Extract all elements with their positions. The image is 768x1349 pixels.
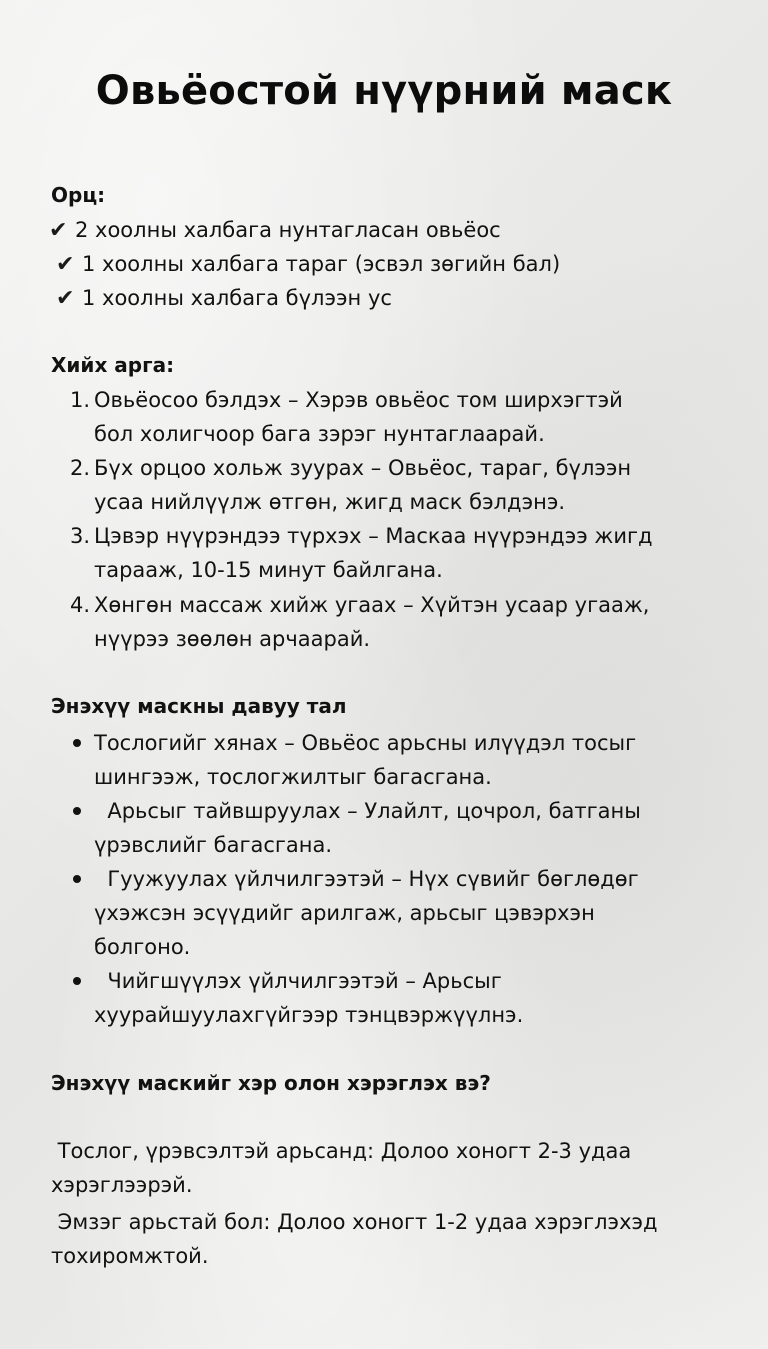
benefit-text: болгоно.: [94, 935, 191, 959]
benefit-text: Гуужуулах үйлчилгээтэй – Нүх сүвийг бөглөдөг: [94, 867, 639, 891]
step-text: Овьёосоо бэлдэх – Хэрэв овьёос том ширхэгтэй: [94, 388, 623, 412]
bullet-icon: [73, 807, 81, 815]
frequency-text: Эмзэг арьстай бол: Долоо хоногт 1-2 удаа хэрэглэхэд: [51, 1210, 658, 1234]
step-number: 4.: [69, 593, 90, 617]
frequency-text: тохиромжтой.: [51, 1244, 209, 1268]
step-text: Хөнгөн массаж хийж угаах – Хүйтэн усаар угааж,: [94, 593, 650, 617]
frequency-heading: Энэхүү маскийг хэр олон хэрэглэх вэ?: [51, 1071, 491, 1095]
ingredient-item: ✔ 1 хоолны халбага тараг (эсвэл зөгийн бал): [56, 247, 560, 282]
bullet-icon: [73, 739, 81, 747]
step-text: усаа нийлүүлж өтгөн, жигд маск бэлдэнэ.: [94, 490, 566, 514]
step-number: 2.: [69, 456, 90, 480]
frequency-text: хэрэглээрэй.: [51, 1173, 193, 1197]
benefit-text: үхэжсэн эсүүдийг арилгаж, арьсыг цэвэрхэн: [94, 901, 595, 925]
step-text: нүүрээ зөөлөн арчаарай.: [94, 627, 371, 651]
benefit-text: үрэвслийг багасгана.: [94, 833, 333, 857]
step-text: тарааж, 10-15 минут байлгана.: [94, 558, 443, 582]
step-text: Бүх орцоо хольж зуурах – Овьёос, тараг, бүлээн: [94, 456, 632, 480]
step-text: Цэвэр нүүрэндээ түрхэх – Маскаа нүүрэндээ жигд: [94, 524, 653, 548]
benefit-text: Чийгшүүлэх үйлчилгээтэй – Арьсыг: [94, 969, 502, 993]
ingredient-item: ✔ 2 хоолны халбага нунтагласан овьёос: [49, 213, 501, 248]
ingredient-item: ✔ 1 хоолны халбага бүлээн ус: [56, 281, 392, 316]
step-text: бол холигчоор бага зэрэг нунтаглаарай.: [94, 422, 545, 446]
bullet-icon: [73, 875, 81, 883]
benefit-text: шингээж, тослогжилтыг багасгана.: [94, 765, 492, 789]
benefit-text: Тослогийг хянах – Овьёос арьсны илүүдэл тосыг: [94, 731, 637, 755]
benefit-text: Арьсыг тайвшруулах – Улайлт, цочрол, батганы: [94, 799, 641, 823]
check-icon: ✔: [56, 286, 75, 311]
ingredients-heading: Орц:: [51, 183, 106, 207]
bullet-icon: [73, 977, 81, 985]
check-icon: ✔: [49, 218, 68, 243]
benefit-text: хуурайшуулахгүйгээр тэнцвэржүүлнэ.: [94, 1003, 524, 1027]
benefits-heading: Энэхүү маскны давуу тал: [51, 694, 347, 718]
check-icon: ✔: [56, 252, 75, 277]
method-heading: Хийх арга:: [51, 353, 175, 377]
frequency-text: Тослог, үрэвсэлтэй арьсанд: Долоо хоногт 2-3 удаа: [51, 1139, 632, 1163]
step-number: 1.: [69, 388, 90, 412]
step-number: 3.: [69, 524, 90, 548]
page-title: Овьёостой нүүрний маск: [95, 68, 673, 114]
